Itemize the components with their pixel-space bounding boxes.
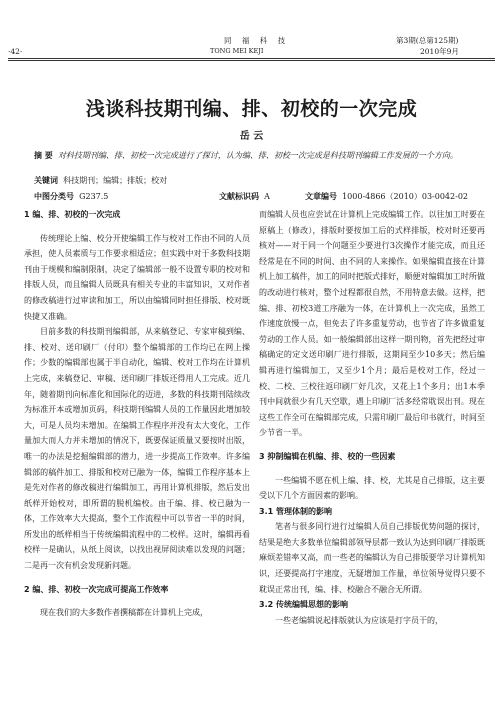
- section-1-paragraph-1: 传统理论上编、校分开使编辑工作与校对工作由不同的人员承担，使人员素质与工作要求相适应；但实践中对于多数科技期刊由于规模和编制限制，决定了编辑部一般不设置专职的校对和排版人员，而且编辑人员既具有相关专业的丰富知识，又对作者的修改稿进行过审读和加工，所以由编辑同时担任排版、校对既快捷又准确。: [24, 233, 250, 321]
- clc-value: G237.5: [79, 192, 109, 201]
- abstract: [34, 150, 470, 162]
- article-title: 浅谈科技期刊编、排、初校的一次完成: [85, 98, 418, 120]
- header-rule-top: [8, 58, 495, 59]
- article-number: [305, 191, 468, 202]
- section-3-1-heading: 3.1 管理体制的影响: [259, 506, 332, 516]
- section-3-2-paragraph: 一些老编辑说起排版就认为应该是打字员干的，: [275, 615, 443, 625]
- doc-code-label: 文献标识码: [219, 192, 259, 201]
- keywords-label: 关键词: [34, 176, 58, 185]
- journal-name-cn: 同 福 科 技: [224, 36, 290, 45]
- section-1-heading: 1 编、排、初校的一次完成: [24, 210, 121, 219]
- page-number: ·42·: [8, 47, 23, 56]
- header-rule-bottom: [8, 60, 495, 61]
- section-2-continued: 而编辑人员也应尝试在计算机上完成编辑工作。以往加工时要在原稿上（修改），排版时要按加工后的式样排版，校对时还要再核对——对于同一个问题至少要进行3次操作才能完成，而且还经常是在不同的时间、由不同的人来操作。如果编辑直接在计算机上加工稿件，加工的同时把版式排好，顺便对编辑加工时所做的改动进行核对，整个过程都很自然，不用特意去做。这样，把编、排、初校3道工序融为一体，在计算机上一次完成，虽然工作速度放慢一点，但免去了许多重复劳动，也节省了许多做重复劳动的工作人员。如一般编辑部出这样一期刊物，首先把经过审稿确定的定文送印刷厂进行排版，这期间至少10多天；然后编辑再进行编辑加工，又至少1个月；最后是校对工作，经过一校、二校、三校往返印刷厂好几次，又花上1个多月；出1本季刊中间就很少有几天空歇，遇上印刷厂活多经常耽误出刊。现在这些工作全可在编辑部完成，只需印刷厂最后印书就行，时间至少节省一半。: [259, 210, 485, 438]
- section-3-heading: 3 抑制编辑在机编、排、校的一些因素: [259, 451, 396, 461]
- section-3-2-heading: 3.2 传统编辑思想的影响: [259, 600, 348, 610]
- issue-info: 第3期(总第125期): [396, 36, 459, 45]
- article-number-value: 1000-4866（2010）03-0042-02: [342, 192, 468, 201]
- clc-number: [34, 191, 108, 202]
- left-column: [24, 207, 250, 621]
- article-author: 岳 云: [239, 131, 264, 142]
- right-column: [259, 207, 485, 628]
- keywords-text: 科技期刊；编辑；排版；校对: [63, 176, 168, 185]
- journal-name-en: TONG MEI KEJI: [210, 47, 264, 55]
- section-3-1-paragraph: 笔者与很多同行进行过编辑人员自己排版优势问题的探讨，结果是绝大多数单位编辑部领导层都一致认为达到印刷厂排版既麻烦差错率又高，而一些老的编辑认为自己排版要学习计算机知识，还要提高打字速度，无疑增加工作量，单位领导觉得只要不耽误正常出刊，编、排、校融合不融合无所谓。: [259, 522, 485, 594]
- abstract-label: 摘 要: [34, 151, 53, 160]
- article-number-label: 文章编号: [305, 192, 337, 201]
- keywords: [34, 175, 167, 186]
- section-3-paragraph-1: 一些编辑不愿在机上编、排、校，尤其是自己排版，这主要受以下几个方面因素的影响。: [259, 475, 485, 501]
- doc-code: [219, 191, 270, 202]
- clc-label: 中图分类号: [34, 192, 74, 201]
- section-2-paragraph-1: 现在我们的大多数作者撰稿都在计算机上完成，: [40, 608, 208, 618]
- abstract-text: 对科技期刊编、排、初校一次完成进行了探讨，认为编、排、初校一次完成是科技期刊编辑工作发展的一个方向。: [57, 151, 458, 160]
- issue-date: 2010年9月: [420, 47, 459, 56]
- doc-code-value: A: [264, 192, 270, 201]
- section-1-paragraph-2: 目前多数的科技期刊编辑部，从来稿登记、专家审稿到编、排、校对、送印刷厂（付印）整个编辑部的工作均已在网上操作；少数的编辑部也属于半自动化，编辑、校对工作均在计算机上完成，来稿登记、审稿、送印刷厂排版还得用人工完成。近几年，随着期刊向标准化和国际化的迈进，多数的科技期刊陆续改为标准开本或增加页码，科技期刊编辑人员的工作量因此增加较大，可是人员均未增加。在编辑工作程序并没有太大变化，工作量加大而人力并未增加的情况下，既要保证质量又要按时出版，唯一的办法是挖掘编辑部的潜力，进一步提高工作效率。许多编辑部的稿件加工、排版和校对已融为一体，编辑工作程序基本上是先对作者的修改稿进行编辑加工，再用计算机排版，然后发出纸样开始校对，即所谓的脱机编校。由于编、排、校已融为一体，工作效率大大提高，整个工作流程中可以节省一半的时间，所发出的纸样相当于传统编辑流程中的二校样。这时，编辑再看校样一是确认，从纸上阅读，以找出视屏阅读难以发现的问题；二是再一次有机会发现新问题。: [24, 327, 250, 571]
- section-2-heading: 2 编、排、初校一次完成可提高工作效率: [24, 584, 169, 594]
